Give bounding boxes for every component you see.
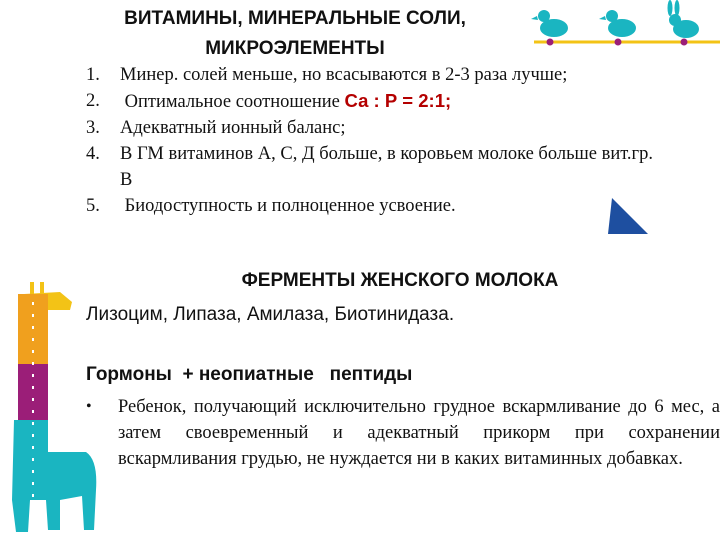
- slide-title: [40, 4, 550, 64]
- enzymes-heading: ФЕРМЕНТЫ ЖЕНСКОГО МОЛОКА: [241, 270, 559, 291]
- arrow-icon: [606, 194, 650, 238]
- hormones-heading: Гормоны + неопиатные пептиды: [86, 364, 413, 385]
- list-text: Минер. солей меньше, но всасываются в 2-3 раза лучше;: [120, 65, 568, 85]
- enzymes-list: Лизоцим, Липаза, Амилаза, Биотинидаза.: [86, 304, 455, 325]
- list-number: 1.: [86, 65, 100, 85]
- list-number: 3.: [86, 118, 100, 138]
- list-item: [86, 88, 706, 115]
- list-text: [120, 88, 706, 115]
- list-number: 2.: [86, 91, 100, 111]
- list-text: Биодоступность и полноценное усвоение.: [120, 196, 456, 216]
- title-line-2: МИКРОЭЛЕМЕНТЫ: [205, 38, 385, 59]
- list-text: В ГМ витаминов А, С, Д больше, в коровьем молоке больше вит.гр. В: [120, 144, 654, 190]
- list-item: [86, 115, 706, 141]
- list-item: [86, 62, 706, 88]
- list-text: Адекватный ионный баланс;: [120, 118, 346, 138]
- giraffe-icon: [0, 280, 100, 540]
- title-line-1: ВИТАМИНЫ, МИНЕРАЛЬНЫЕ СОЛИ,: [124, 8, 466, 29]
- list-number: 5.: [86, 196, 100, 216]
- list-number: 4.: [86, 144, 100, 164]
- duck-icon: [599, 10, 636, 46]
- bullet-text: Ребенок, получающий исключительно грудное вскармливание до 6 мес, а затем своевременный и адекватный прикорм при сохранении вскармливания грудью, не нуждается ни в каких витаминных добавках.: [118, 397, 720, 469]
- animal-train-decoration: [520, 0, 720, 60]
- ratio-highlight: Са : Р = 2:1;: [344, 90, 452, 111]
- bullet-item: [86, 394, 720, 472]
- list-text-part: Оптимальное соотношение: [120, 92, 345, 112]
- list-item: [86, 141, 706, 193]
- rabbit-icon: [668, 0, 700, 46]
- duck-icon: [531, 10, 568, 46]
- bullet-dot: •: [86, 398, 92, 415]
